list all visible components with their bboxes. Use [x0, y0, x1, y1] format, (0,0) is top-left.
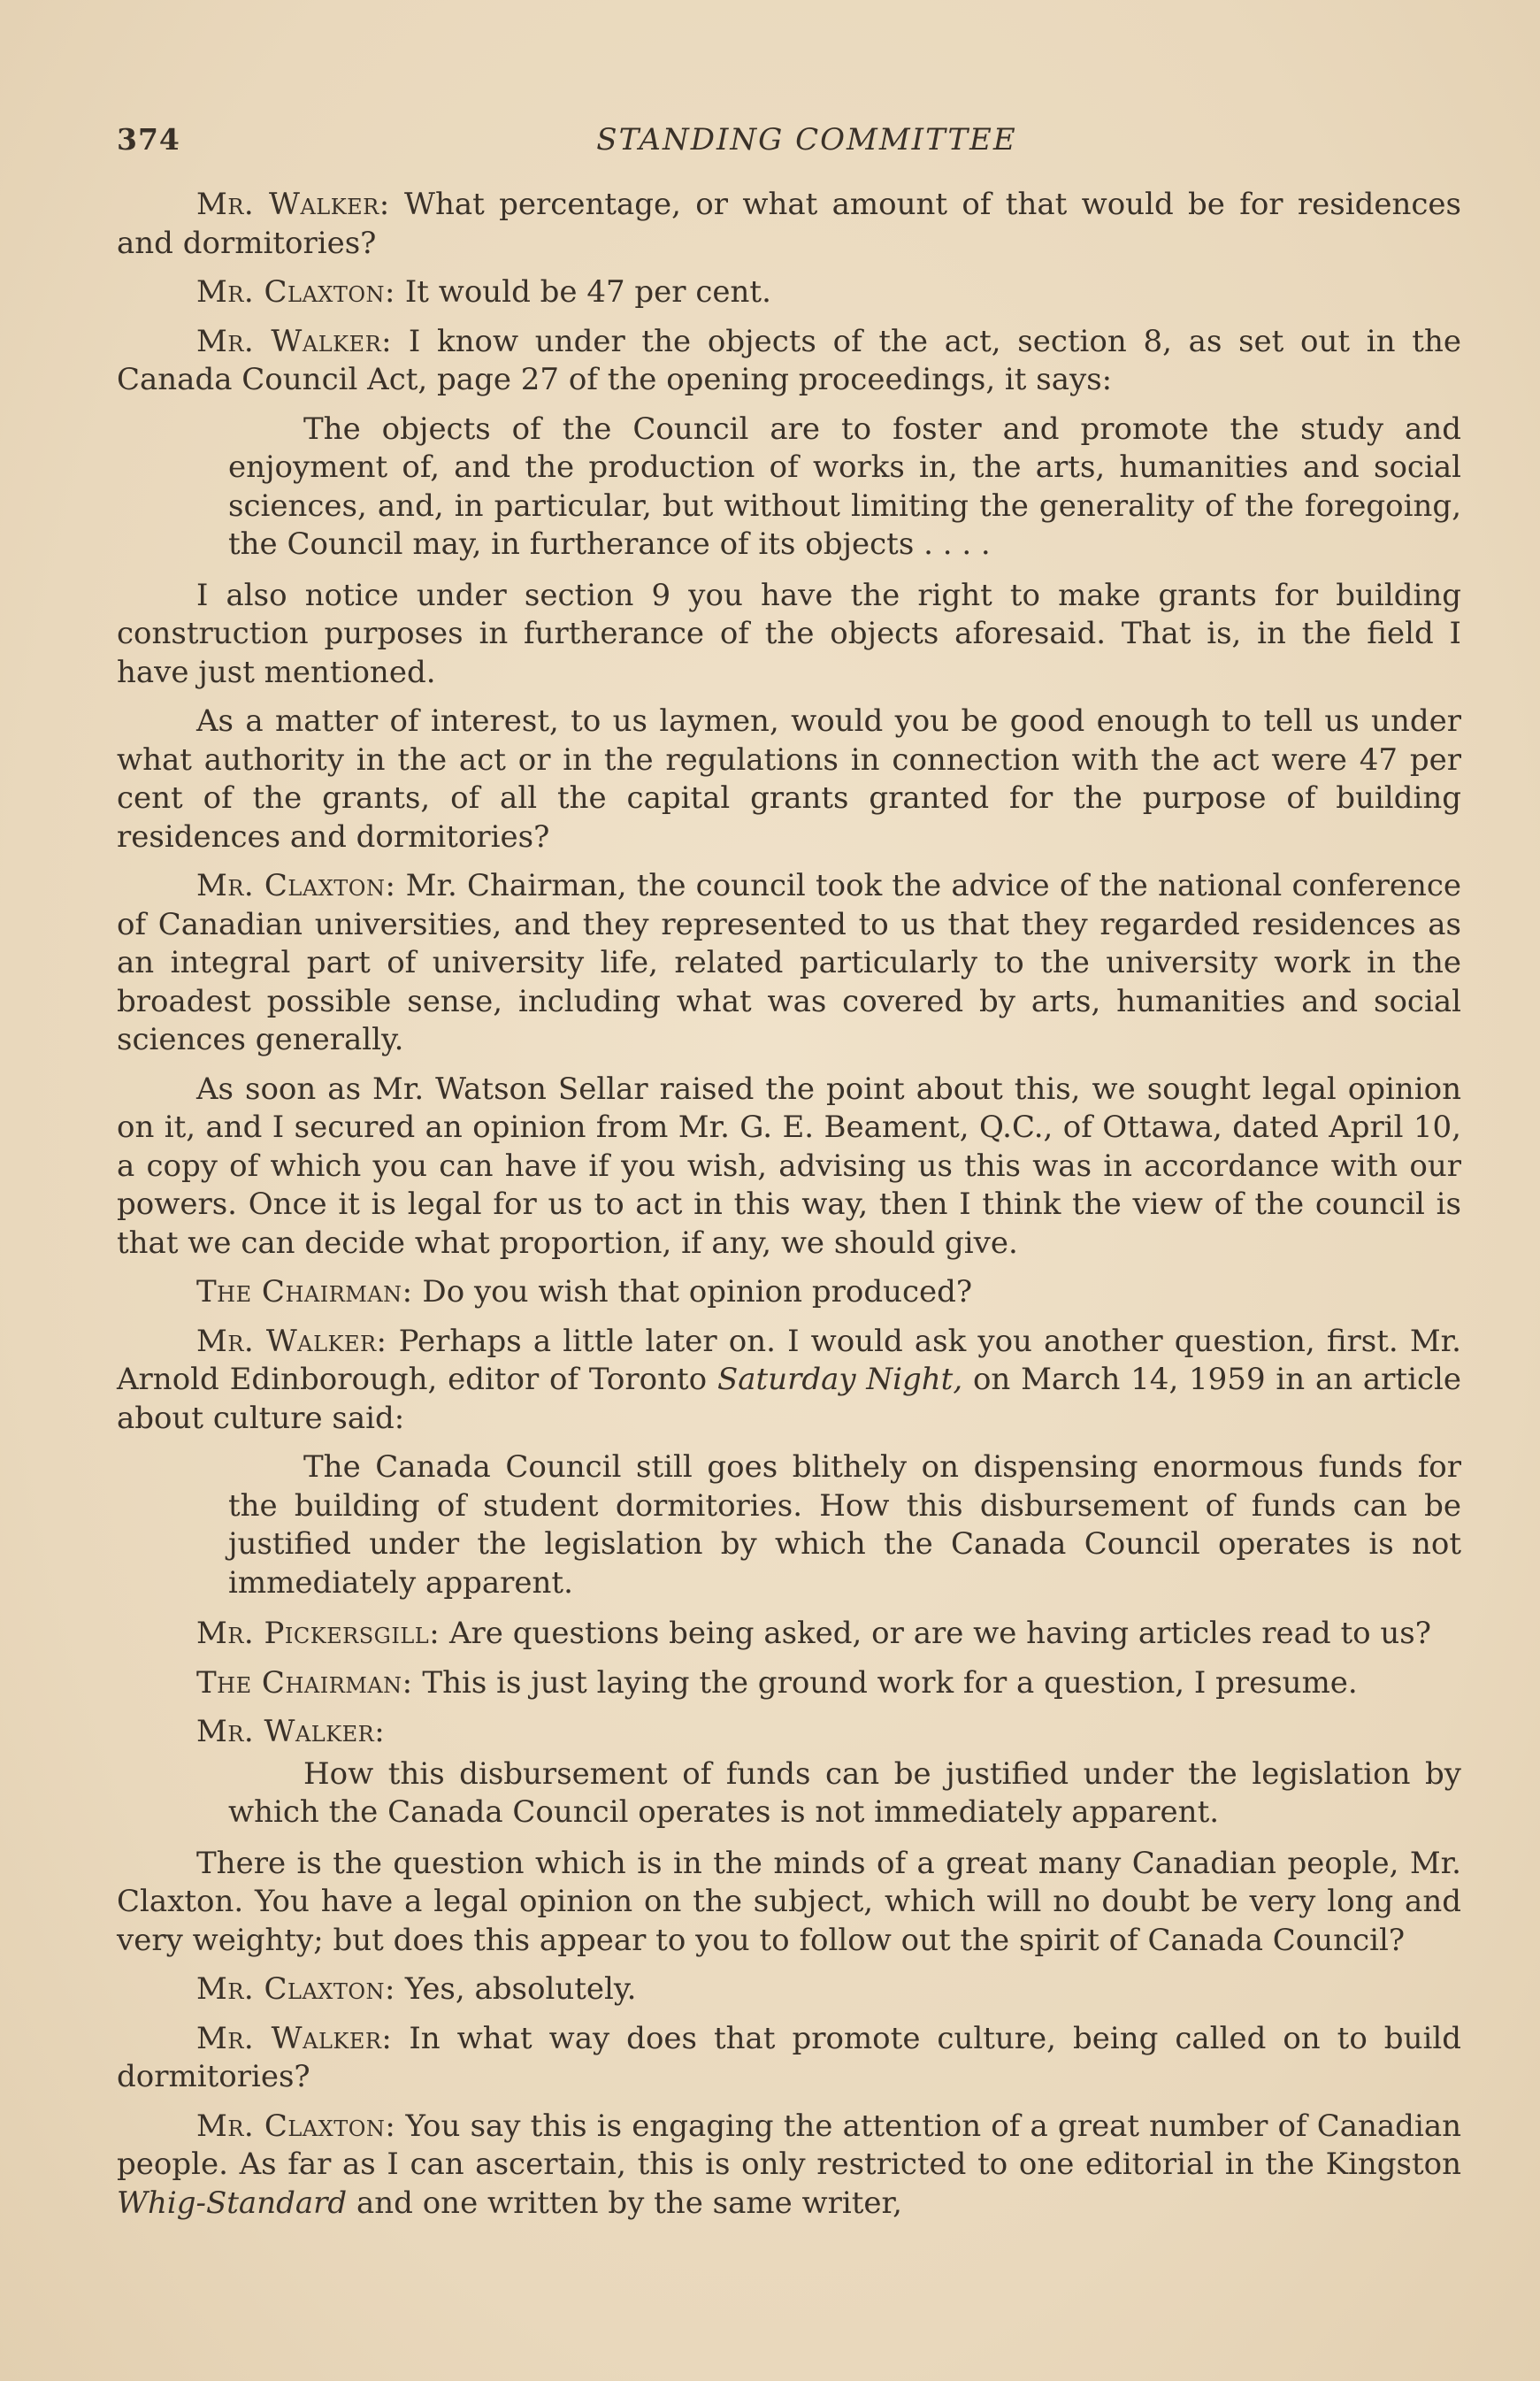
- paragraph: As soon as Mr. Watson Sellar raised the point about this, we sought legal opinion on it, and I secured an opinion from Mr. G. E. Beament, Q.C., of Ottawa, dated April 10, a copy of which you can have if you wish, advising us this was in accordance with our powers. Once it is legal for us to act in this way, then I think the view of the council is that we can decide what proportion, if any, we should give.: [117, 1071, 1461, 1261]
- running-head-title: STANDING COMMITTEE: [596, 122, 1017, 157]
- speaker-name: Mr. Claxton:: [196, 2108, 396, 2144]
- speaker-name: Mr. Claxton:: [196, 868, 396, 903]
- speech-text: Are questions being asked, or are we having articles read to us?: [440, 1616, 1431, 1651]
- speaker-name: Mr. Pickersgill:: [196, 1616, 441, 1651]
- paragraph: [117, 1323, 1461, 1439]
- paragraph: I also notice under section 9 you have the right to make grants for building construction purposes in furtherance of the objects aforesaid. That is, in the field I have just mentioned.: [117, 577, 1461, 690]
- speaker-name: Mr. Walker:: [196, 187, 390, 222]
- paragraph: There is the question which is in the minds of a great many Canadian people, Mr. Claxton. You have a legal opinion on the subject, which will no doubt be very long and very weighty; but does this appear to you to follow out the spirit of Canada Council?: [117, 1845, 1461, 1958]
- speaker-name: Mr. Claxton:: [196, 1971, 396, 2007]
- speech-text: I know under the objects of the act, section 8, as set out in the Canada Council Act, page 27 of the opening proceedings, it says:: [117, 323, 1461, 397]
- publication-title: Whig-Standard: [117, 2185, 348, 2221]
- paragraph: [117, 867, 1461, 1060]
- speaker-name: Mr. Claxton:: [196, 274, 396, 310]
- page-header: [117, 113, 1461, 166]
- page-number: 374: [117, 122, 180, 157]
- transcript-body: [117, 186, 1461, 2223]
- speech-text: It would be 47 per cent.: [395, 274, 771, 310]
- speech-text: and one written by the same writer,: [347, 2185, 902, 2221]
- speech-text: Mr. Chairman, the council took the advice of the national conference of Canadian universities, and they represented to us that they regarded residences as an integral part of university life, related particularly to the university work in the broadest possible sense, including what was covered by arts, humanities and social sciences generally.: [117, 868, 1462, 1057]
- speech-text: What percentage, or what amount of that would be for residences and dormitories?: [117, 187, 1461, 261]
- speech-text: You say this is engaging the attention of a great number of Canadian people. As far as I can ascertain, this is only restricted to one editorial in the Kingston: [117, 2108, 1461, 2182]
- block-quote: The Canada Council still goes blithely on dispensing enormous funds for the building of student dormitories. How this disbursement of funds can be justified under the legislation by which the Canada Council operates is not immediately apparent.: [228, 1449, 1461, 1601]
- block-quote: How this disbursement of funds can be justified under the legislation by which the Canada Council operates is not immediately apparent.: [228, 1755, 1461, 1830]
- paragraph: [117, 186, 1461, 263]
- speaker-name: Mr. Walker:: [196, 323, 393, 359]
- paragraph: [117, 1664, 1461, 1703]
- block-quote: The objects of the Council are to foster and promote the study and enjoyment of, and the production of works in, the arts, humanities and social sciences, and, in particular, but without limiting the generality of the foregoing, the Council may, in furtherance of its objects . . . .: [228, 411, 1461, 562]
- speech-text: This is just laying the ground work for a question, I presume.: [412, 1664, 1358, 1701]
- speaker-name: Mr. Walker:: [196, 2020, 393, 2056]
- speaker-name: The Chairman:: [196, 1664, 413, 1701]
- speaker-name: Mr. Walker:: [196, 1714, 386, 1749]
- speech-text: In what way does that promote culture, being called on to build dormitories?: [117, 2020, 1461, 2094]
- speech-text: on March 14, 1959 in an article about culture said:: [117, 1362, 1462, 1436]
- paragraph: [117, 1970, 1461, 2009]
- speaker-name: Mr. Walker:: [196, 1323, 387, 1359]
- paragraph: [117, 273, 1461, 312]
- document-page: [117, 113, 1461, 2233]
- paragraph: As a matter of interest, to us laymen, would you be good enough to tell us under what authority in the act or in the regulations in connection with the act were 47 per cent of the grants, of all the capital grants granted for the purpose of building residences and dormitories?: [117, 703, 1461, 855]
- speech-text: Do you wish that opinion produced?: [412, 1274, 973, 1310]
- paragraph: [117, 2108, 1461, 2224]
- publication-title: Saturday Night,: [716, 1362, 963, 1397]
- paragraph: [117, 1713, 1461, 1752]
- paragraph: [117, 1273, 1461, 1312]
- speech-text: Perhaps a little later on. I would ask you another question, first. Mr. Arnold Edinborough, editor of Toronto: [117, 1323, 1461, 1397]
- speech-text: Yes, absolutely.: [395, 1971, 637, 2007]
- paragraph: [117, 1615, 1461, 1654]
- paragraph: [117, 2020, 1461, 2097]
- speaker-name: The Chairman:: [196, 1274, 413, 1310]
- paragraph: [117, 323, 1461, 400]
